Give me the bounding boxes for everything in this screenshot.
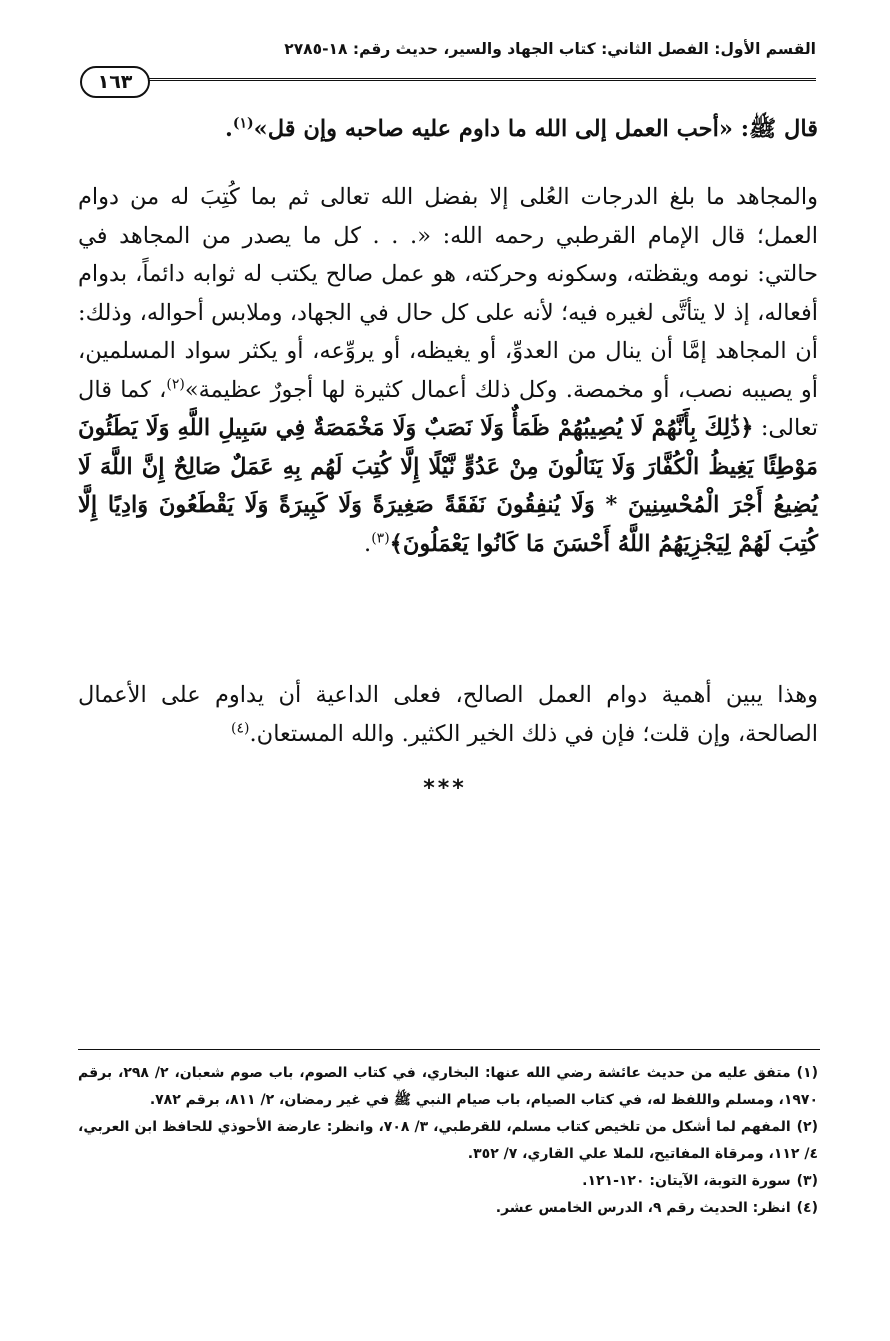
page-number: ١٦٣ xyxy=(80,66,150,98)
hadith-line xyxy=(78,110,818,149)
footnote-rule xyxy=(78,1049,820,1050)
footnote-text: سورة التوبة، الآيتان: ١٢٠-١٢١. xyxy=(582,1173,791,1189)
paragraph-conclusion-text: وهذا يبين أهمية دوام العمل الصالح، فعلى الداعية أن يداوم على الأعمال الصالحة، وإن قلت؛ فإن في ذلك الخير الكثير. والله المستعان. xyxy=(78,682,818,747)
quran-verse: ﴿ذَٰلِكَ بِأَنَّهُمْ لَا يُصِيبُهُمْ ظَمَأٌ وَلَا نَصَبٌ وَلَا مَخْمَصَةٌ فِي سَبِيلِ اللَّهِ وَلَا يَطَئُونَ مَوْطِئًا يَغِيظُ الْكُفَّارَ وَلَا يَنَالُونَ مِنْ عَدُوٍّ نَّيْلًا إِلَّا كُتِبَ لَهُم بِهِ عَمَلٌ صَالِحٌ إِنَّ اللَّهَ لَا يُضِيعُ أَجْرَ الْمُحْسِنِينَ * وَلَا يُنفِقُونَ نَفَقَةً صَغِيرَةً وَلَا كَبِيرَةً وَلَا يَقْطَعُونَ وَادِيًا إِلَّا كُتِبَ لَهُمْ لِيَجْزِيَهُمُ اللَّهُ أَحْسَنَ مَا كَانُوا يَعْمَلُونَ﴾ xyxy=(78,415,818,557)
footnote-text: متفق عليه من حديث عائشة رضي الله عنها: البخاري، في كتاب الصوم، باب صوم شعبان، ٢/ ٢٩٨، برقم ١٩٧٠، ومسلم واللفظ له، في كتاب الصيام، باب صيام النبي ﷺ في غير رمضان، ٢/ ٨١١، برقم ٧٨٢. xyxy=(78,1065,818,1108)
footnote-label: (١) xyxy=(796,1065,818,1081)
footnote-text: المفهم لما أشكل من تلخيص كتاب مسلم، للقرطبي، ٣/ ٧٠٨، وانظر: عارضة الأحوذي للحافظ ابن العربي، ٤/ ١١٢، ومرقاة المفاتيح، للملا علي القاري، ٧/ ٣٥٢. xyxy=(78,1119,818,1162)
footnote-ref-1: (١) xyxy=(232,115,254,132)
paragraph-main-text: والمجاهد ما بلغ الدرجات العُلى إلا بفضل الله تعالى ثم بما كُتِبَ له من دوام العمل؛ قال الإمام القرطبي رحمه الله: «. . . كل ما يصدر من المجاهد في حالتي: نومه ويقظته، وسكونه وحركته، هو عمل صالح يكتب له ثوابه دائماً، بدوام أفعاله، إذ لا يتأتَّى لغيره فيه؛ لأنه على كل حال في الجهاد، وملابس أحواله، وذلك: أن المجاهد إمَّا أن ينال من العدوِّ، أو يغيظه، أو يروِّعه، أو يكثر سواد المسلمين، أو يصيبه نصب، أو مخمصة. وكل ذلك أعمال كثيرة لها أجورٌ عظيمة» xyxy=(78,184,819,403)
footnote-1 xyxy=(78,1060,818,1114)
footnote-2 xyxy=(78,1114,818,1168)
footnote-3 xyxy=(78,1168,818,1195)
header-rule xyxy=(148,78,816,81)
footnote-label: (٣) xyxy=(796,1173,818,1189)
running-header: القسم الأول: الفصل الثاني: كتاب الجهاد والسير، حديث رقم: ١٨-٢٧٨٥ xyxy=(284,40,816,58)
footnote-text: انظر: الحديث رقم ٩، الدرس الخامس عشر. xyxy=(495,1200,791,1216)
footnote-label: (٢) xyxy=(796,1119,818,1135)
section-separator: *** xyxy=(423,776,467,801)
footnotes xyxy=(78,1060,818,1222)
hadith-text: قال ﷺ: «أحب العمل إلى الله ما داوم عليه صاحبه وإن قل» xyxy=(253,116,818,142)
paragraph-main xyxy=(78,178,818,563)
paragraph-conclusion xyxy=(78,676,818,753)
footnote-ref-2: (٢) xyxy=(166,376,185,392)
verse-intro: ، كما قال تعالى: xyxy=(78,376,818,441)
footnote-label: (٤) xyxy=(796,1200,818,1216)
hadith-end: . xyxy=(225,116,233,142)
footnote-ref-3: (٣) xyxy=(371,530,390,546)
verse-end: . xyxy=(364,530,372,557)
footnote-4 xyxy=(78,1195,818,1222)
footnote-ref-4: (٤) xyxy=(231,720,250,736)
